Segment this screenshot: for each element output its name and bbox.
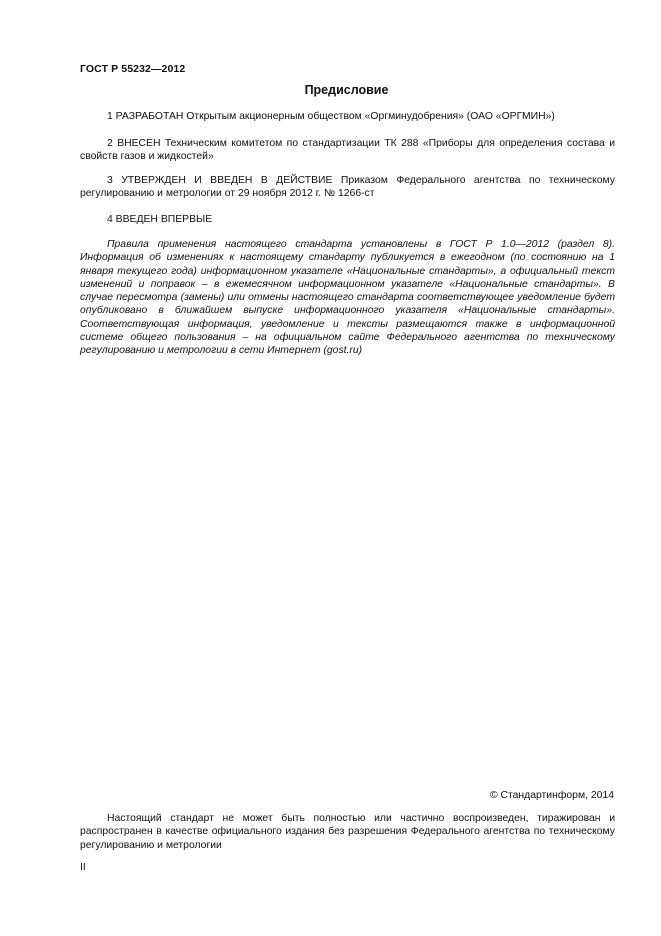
document-code-header: ГОСТ Р 55232—2012 [80, 63, 186, 75]
paragraph-developed-by: 1 РАЗРАБОТАН Открытым акционерным обществом «Оргминудобрения» (ОАО «ОРГМИН») [107, 111, 555, 122]
page-number: II [80, 862, 86, 873]
paragraph-application-rules: Правила применения настоящего стандарта установлены в ГОСТ Р 1.0—2012 (раздел 8). Информация об изменениях к настоящему стандарту публикуется в ежегодном (по состоянию на 1 января текущего года) информационном указателе «Национальные стандарты», а официальный текст изменений и поправок – в ежемесячном информационном указателе «Национальные стандарты». В случае пересмотра (замены) или отмены настоящего стандарта соответствующее уведомление будет опубликовано в ближайшем выпуске информационного указателя «Национальные стандарты». Соответствующая информация, уведомление и тексты размещаются также в информационной системе общего пользования – на официальном сайте Федерального агентства по техническому регулированию и метрологии в сети Интернет (gost.ru) [80, 239, 615, 357]
page-title-text: Предисловие [304, 83, 389, 97]
copyright-line: © Стандартинформ, 2014 [489, 790, 614, 801]
paragraph-submitted-by: 2 ВНЕСЕН Техническим комитетом по стандартизации ТК 288 «Приборы для определения состава и свойств газов и жидкостей» [80, 138, 615, 163]
page-title [0, 83, 661, 97]
paragraph-introduced-first: 4 ВВЕДЕН ВПЕРВЫЕ [107, 214, 213, 225]
reproduction-notice: Настоящий стандарт не может быть полностью или частично воспроизведен, тиражирован и распространен в качестве официального издания без разрешения Федерального агентства по техническому регулированию и метрологии [80, 813, 615, 851]
paragraph-approved: 3 УТВЕРЖДЕН И ВВЕДЕН В ДЕЙСТВИЕ Приказом Федерального агентства по техническому регулированию и метрологии от 29 ноября 2012 г. № 1266-ст [80, 175, 615, 200]
